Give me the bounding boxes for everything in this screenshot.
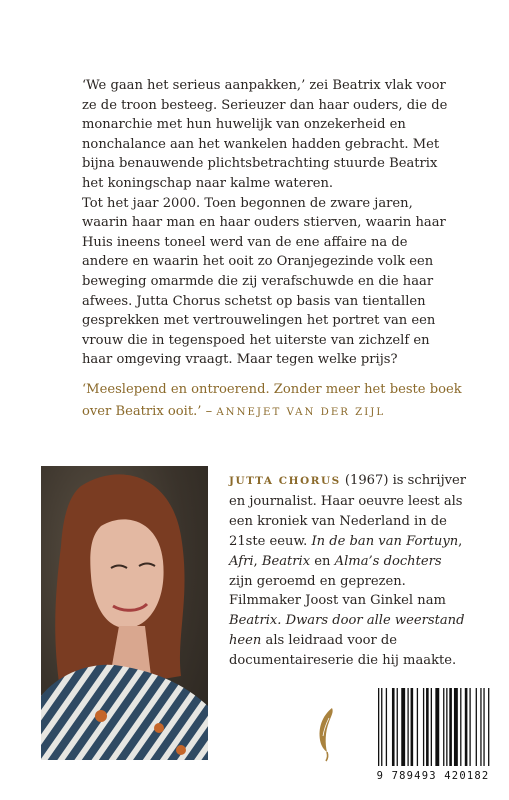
isbn-number: 9 789493 420182 [376, 770, 490, 782]
barcode-bar [454, 688, 458, 766]
barcode-bar [460, 688, 461, 766]
barcode-bar [449, 688, 452, 766]
blurb-paragraph-2: Tot het jaar 2000. Toen begonnen de zware jaren, waarin haar man en haar ouders stierven, waarin haar Huis ineens toneel werd van de ene affaire na de andere en waarin het ooit zo Oranjegezinde volk een beweging omarmde die zij verafschuwde en die haar afwees. Jutta Chorus schetst op basis van tientallen gesprekken met vertrouwelingen het portret van een vrouw die in tegenspoed het uiterste van zichzelf en haar omgeving vraagt. Maar tegen welke prijs? [82, 195, 446, 368]
barcode-bar [401, 688, 405, 766]
barcode-bar [469, 688, 470, 766]
bio-title-documentary: Beatrix. Dwars door alle weerstand heen [229, 613, 465, 649]
barcode-bar [431, 688, 432, 766]
bio-title-afri: Afri [229, 553, 254, 569]
quote-attribution: ANNEJET VAN DER ZIJL [216, 407, 386, 418]
blurb [82, 76, 452, 370]
barcode-bar [476, 688, 477, 766]
barcode-bar [386, 688, 387, 766]
barcode-bar [446, 688, 447, 766]
barcode-bar [480, 688, 481, 766]
barcode-bar [397, 688, 398, 766]
blurb-paragraph-1: ‘We gaan het serieus aanpakken,’ zei Beatrix vlak voor ze de troon besteeg. Serieuzer dan haar ouders, die de monarchie met hun huwelijk van onzekerheid en nonchalance aan het wankelen hadden gebracht. Met bijna benauwende plichtsbetrachting stuurde Beatrix het koningschap naar kalme wateren. [82, 78, 448, 191]
barcode-bars-icon [372, 686, 494, 768]
barcode-bar [392, 688, 395, 766]
bio-text-2: , [458, 533, 463, 549]
barcode-bar [483, 688, 484, 766]
bio-text-3: , [253, 553, 262, 569]
barcode-bar [381, 688, 382, 766]
barcode-bar [378, 688, 379, 766]
barcode-bar [411, 688, 414, 766]
bio-title-almas-dochters: Alma’s dochters [334, 553, 442, 569]
barcode-bar [465, 688, 468, 766]
author-name: JUTTA CHORUS [229, 475, 341, 487]
bio-text-6: als leidraad voor de documentaireserie die hij maakte. [229, 633, 457, 669]
bio-text-4: en [310, 553, 335, 569]
review-quote [82, 379, 462, 424]
author-photo [41, 466, 208, 760]
publisher-logo-icon [316, 706, 338, 762]
quote-dash: – [201, 404, 217, 419]
barcode-bar [407, 688, 408, 766]
barcode-bar [443, 688, 444, 766]
barcode-bar [426, 688, 429, 766]
barcode-bar [435, 688, 439, 766]
barcode-bar [488, 688, 489, 766]
author-bio [229, 471, 469, 671]
bio-text-1: (1967) is schrijver en journalist. Haar oeuvre leest als een kroniek van Nederland in de 21ste eeuw. [229, 473, 467, 549]
barcode-bar [423, 688, 424, 766]
barcode-bar [417, 688, 418, 766]
bio-text-5: zijn geroemd en geprezen. Filmmaker Joost van Ginkel nam [229, 573, 446, 609]
bio-title-beatrix: Beatrix [261, 553, 311, 569]
bio-title-fortuyn: In de ban van Fortuyn [311, 533, 459, 549]
quote-text: ‘Meeslepend en ontroerend. Zonder meer het beste boek over Beatrix ooit.’ [82, 382, 462, 419]
barcode [372, 686, 494, 782]
